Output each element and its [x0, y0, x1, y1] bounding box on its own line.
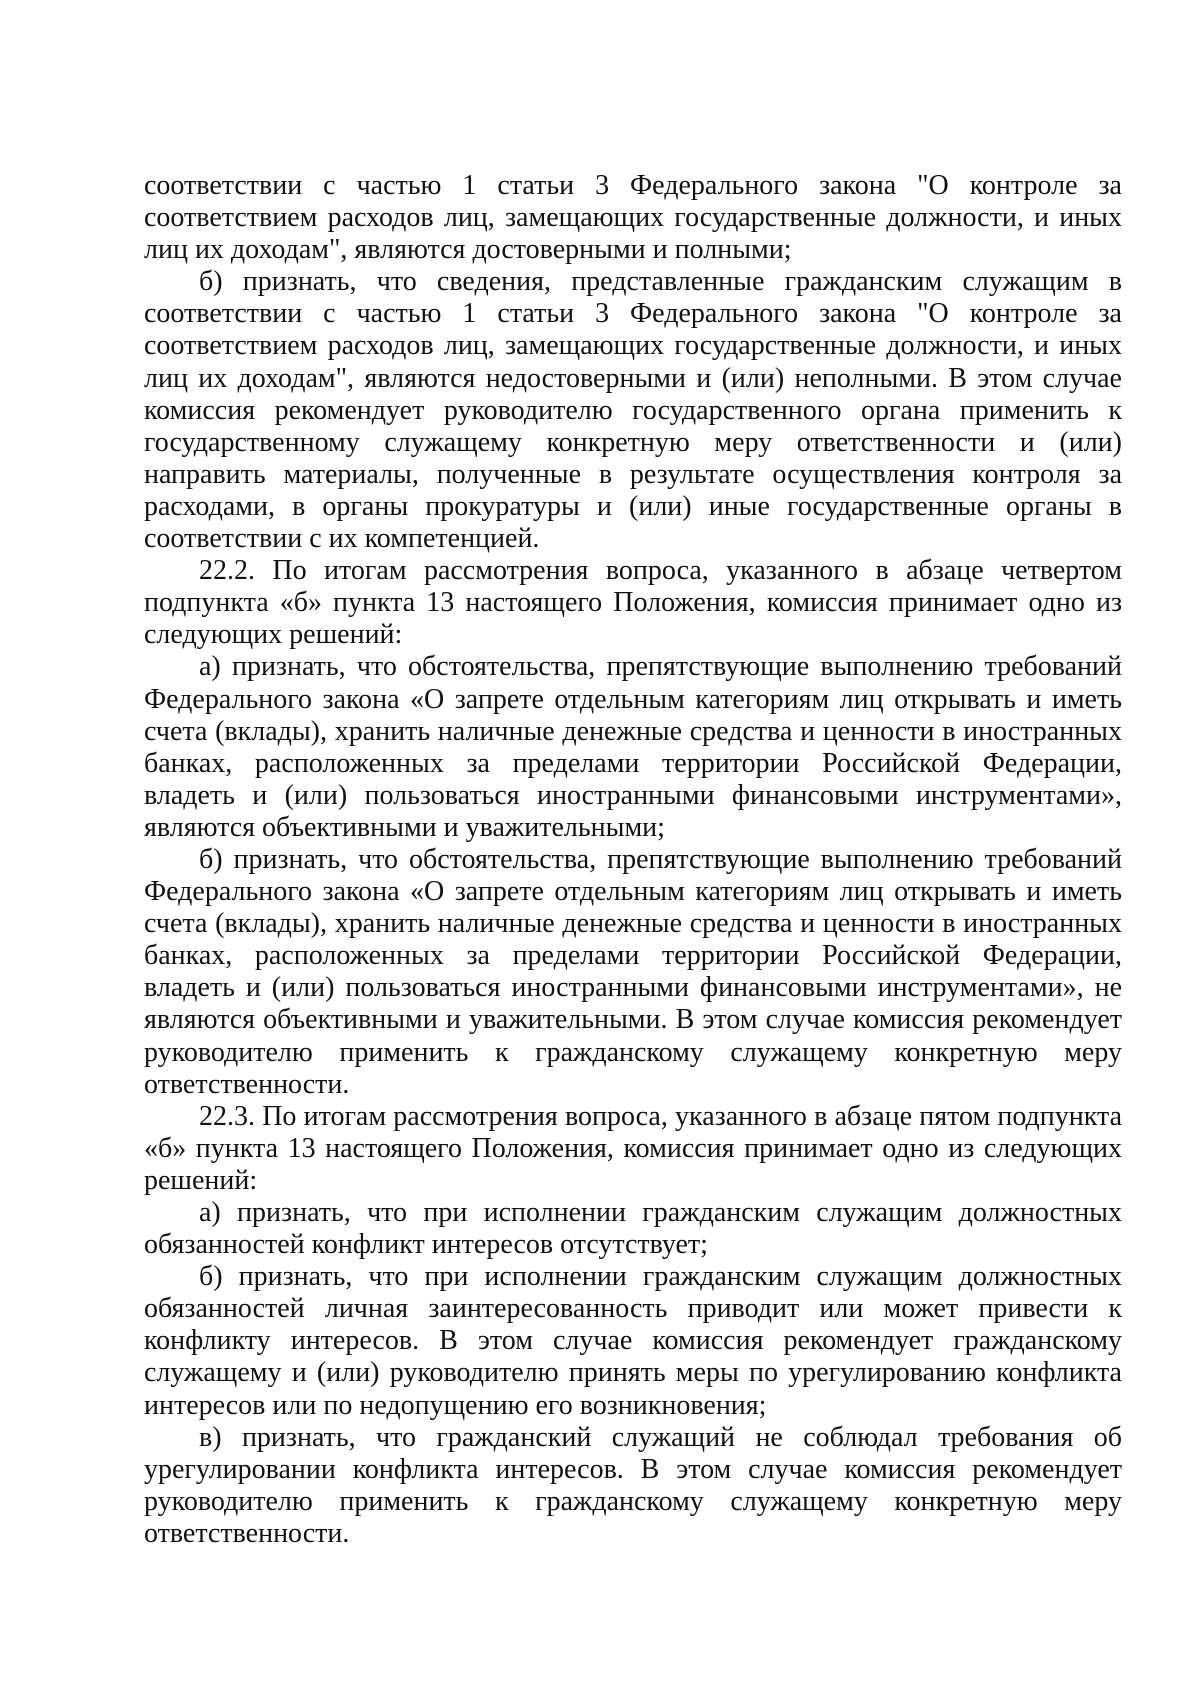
paragraph-22-3-item-b: б) признать, что при исполнении гражданским служащим должностных обязанностей личная заинтересованность приводит или может привести к конфликту интересов. В этом случае комиссия рекомендует гражданскому служащему и (или) руководителю принять меры по урегулированию конфликта интересов или по недопущению его возникновения;	[144, 1261, 1122, 1421]
paragraph-continuation: соответствии с частью 1 статьи 3 Федерального закона "О контроле за соответствием расходов лиц, замещающих государственные должности, и иных лиц их доходам", являются достоверными и полными;	[144, 170, 1122, 266]
paragraph-item-b-unreliable-info: б) признать, что сведения, представленные гражданским служащим в соответствии с частью 1 статьи 3 Федерального закона "О контроле за соответствием расходов лиц, замещающих государственные должности, и иных лиц их доходам", являются недостоверными и (или) неполными. В этом случае комиссия рекомендует руководителю государственного органа применить к государственному служащему конкретную меру ответственности и (или) направить материалы, полученные в результате осуществления контроля за расходами, в органы прокуратуры и (или) иные государственные органы в соответствии с их компетенцией.	[144, 266, 1122, 555]
paragraph-22-3: 22.3. По итогам рассмотрения вопроса, указанного в абзаце пятом подпункта «б» пункта 13 настоящего Положения, комиссия принимает одно из следующих решений:	[144, 1100, 1122, 1196]
paragraph-22-3-item-c: в) признать, что гражданский служащий не соблюдал требования об урегулировании конфликта интересов. В этом случае комиссия рекомендует руководителю применить к гражданскому служащему конкретную меру ответственности.	[144, 1421, 1122, 1549]
paragraph-22-2: 22.2. По итогам рассмотрения вопроса, указанного в абзаце четвертом подпункта «б» пункта 13 настоящего Положения, комиссия принимает одно из следующих решений:	[144, 555, 1122, 651]
paragraph-22-2-item-b: б) признать, что обстоятельства, препятствующие выполнению требований Федерального закона «О запрете отдельным категориям лиц открывать и иметь счета (вклады), хранить наличные денежные средства и ценности в иностранных банках, расположенных за пределами территории Российской Федерации, владеть и (или) пользоваться иностранными финансовыми инструментами», не являются объективными и уважительными. В этом случае комиссия рекомендует руководителю применить к гражданскому служащему конкретную меру ответственности.	[144, 843, 1122, 1100]
document-body	[144, 170, 1122, 1550]
paragraph-22-3-item-a: а) признать, что при исполнении гражданским служащим должностных обязанностей конфликт интересов отсутствует;	[144, 1197, 1122, 1261]
paragraph-22-2-item-a: а) признать, что обстоятельства, препятствующие выполнению требований Федерального закона «О запрете отдельным категориям лиц открывать и иметь счета (вклады), хранить наличные денежные средства и ценности в иностранных банках, расположенных за пределами территории Российской Федерации, владеть и (или) пользоваться иностранными финансовыми инструментами», являются объективными и уважительными;	[144, 651, 1122, 843]
